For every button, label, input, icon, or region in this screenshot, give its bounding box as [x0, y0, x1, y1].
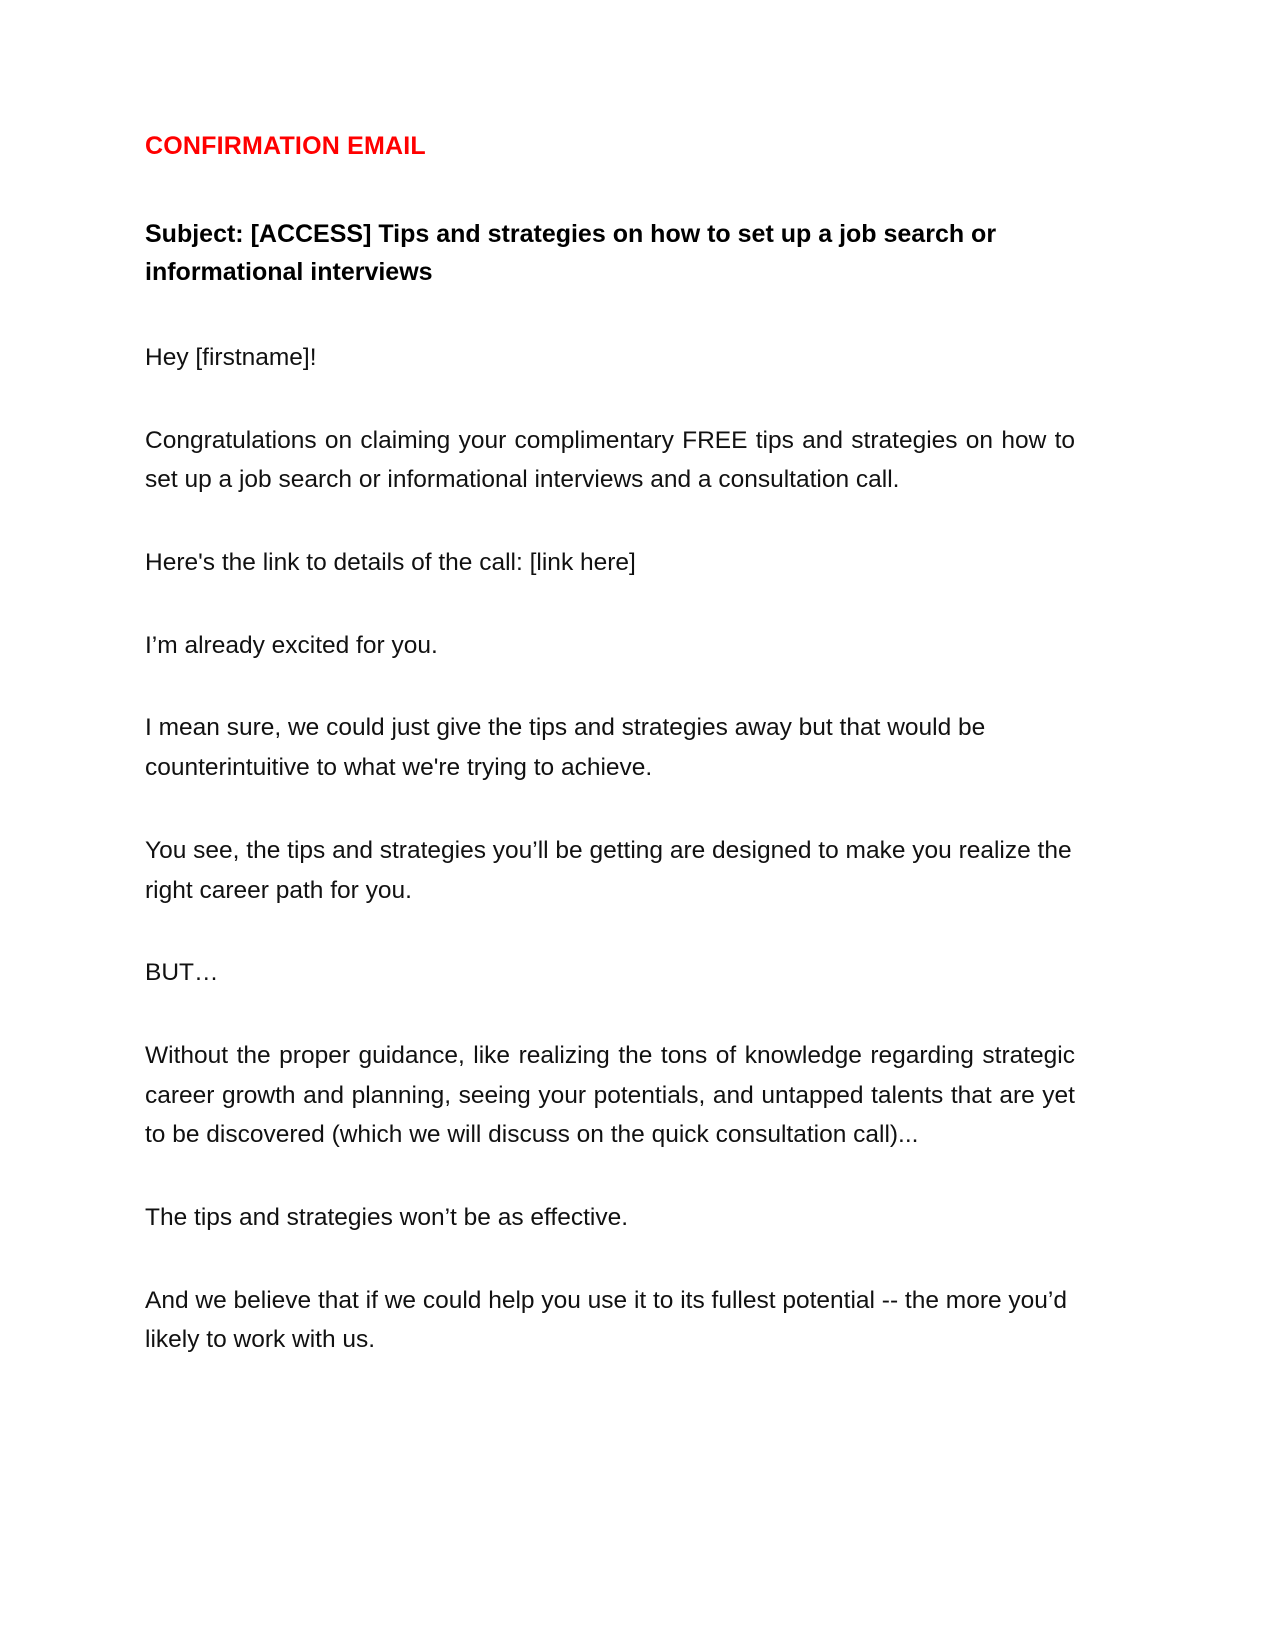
paragraph-effectiveness: The tips and strategies won’t be as effective.	[145, 1203, 629, 1231]
paragraph-greeting: Hey [firstname]!	[145, 344, 317, 371]
paragraph-counterintuitive: I mean sure, we could just give the tips and strategies away but that would be counterintuitive to what we're trying to achieve.	[145, 714, 986, 782]
paragraph-but: BUT…	[145, 959, 219, 987]
paragraph-call-link: Here's the link to details of the call: [link here]	[145, 549, 636, 577]
paragraph-guidance: Without the proper guidance, like realizing the tons of knowledge regarding strategic career growth and planning, seeing your potentials, and untapped talents that are yet to be discovered (which we will discuss on the quick consultation call)...	[145, 1041, 1075, 1149]
paragraph-excited: I’m already excited for you.	[145, 631, 438, 659]
page-title: CONFIRMATION EMAIL	[145, 132, 426, 160]
paragraph-congratulations: Congratulations on claiming your complimentary FREE tips and strategies on how to set up a job search or informational interviews and a consultation call.	[145, 426, 1075, 494]
paragraph-fullest-potential: And we believe that if we could help you use it to its fullest potential -- the more you’d likely to work with us.	[145, 1286, 1067, 1354]
email-subject-line: Subject: [ACCESS] Tips and strategies on how to set up a job search or informational interviews	[145, 219, 997, 287]
paragraph-career-path: You see, the tips and strategies you’ll be getting are designed to make you realize the right career path for you.	[145, 836, 1072, 904]
